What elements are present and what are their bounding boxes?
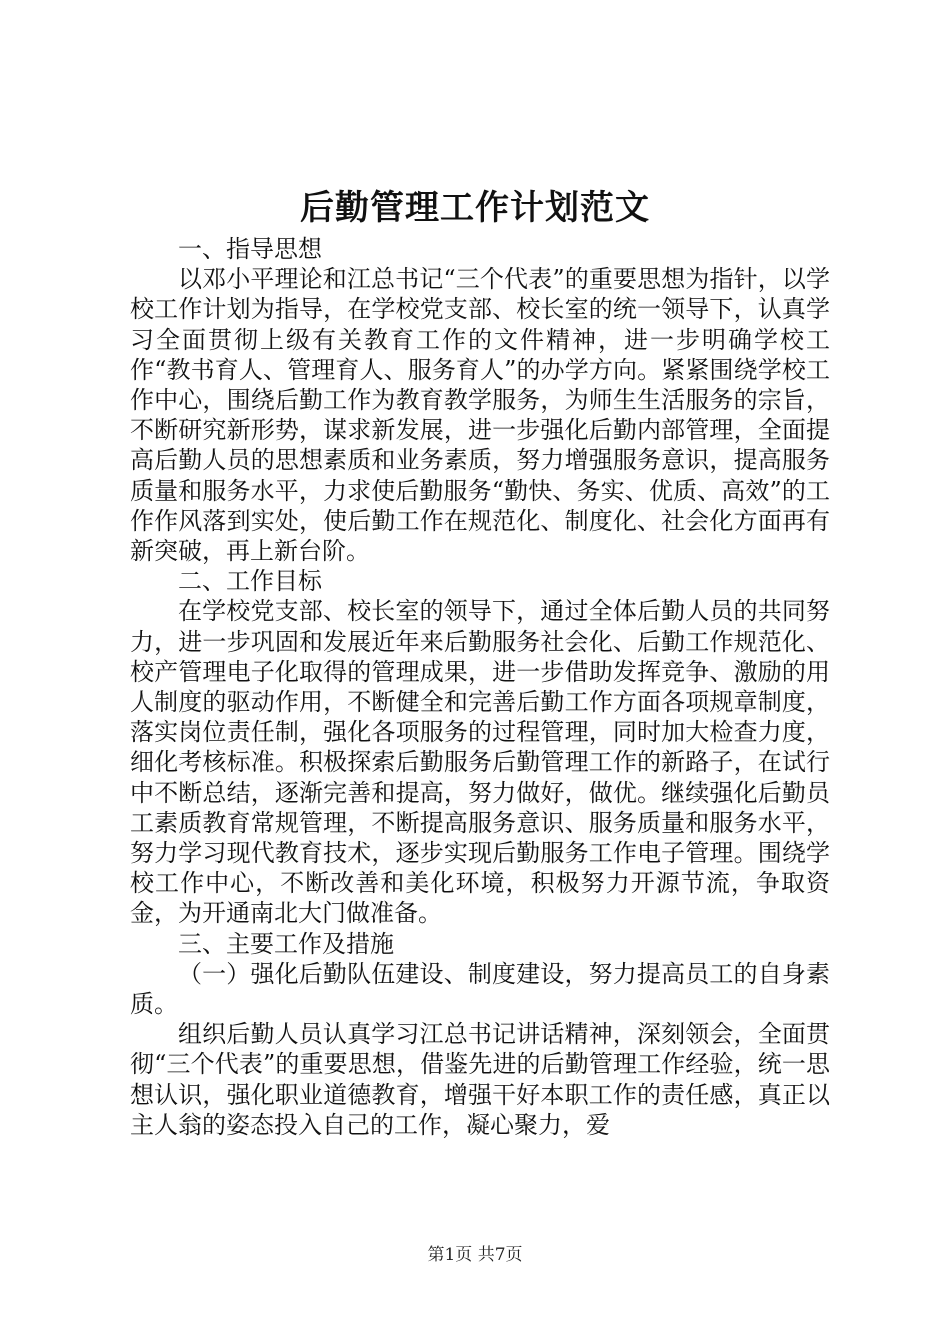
paragraph-team-building: 组织后勤人员认真学习江总书记讲话精神，深刻领会，全面贯彻“三个代表”的重要思想，借鉴先进的后勤管理工作经验，统一思想认识，强化职业道德教育，增强干好本职工作的责任感，真正以主人翁的姿态投入自己的工作，凝心聚力，爱	[130, 1020, 830, 1139]
section-heading-main-work: 三、主要工作及措施	[178, 929, 394, 958]
section-heading-work-goals: 二、工作目标	[178, 567, 322, 596]
page-number-footer: 第1页 共7页	[427, 1245, 523, 1265]
paragraph-work-goals: 在学校党支部、校长室的领导下，通过全体后勤人员的共同努力，进一步巩固和发展近年来后勤服务社会化、后勤工作规范化、校产管理电子化取得的管理成果，进一步借助发挥竞争、激励的用人制度的驱动作用，不断健全和完善后勤工作方面各项规章制度，落实岗位责任制，强化各项服务的过程管理，同时加大检查力度，细化考核标准。积极探索后勤服务后勤管理工作的新路子，在试行中不断总结，逐渐完善和提高，努力做好，做优。继续强化后勤员工素质教育常规管理，不断提高服务意识、服务质量和服务水平，努力学习现代教育技术，逐步实现后勤服务工作电子管理。围绕学校工作中心，不断改善和美化环境，积极努力开源节流，争取资金，为开通南北大门做准备。	[130, 597, 830, 928]
subsection-heading-team-building: （一）强化后勤队伍建设、制度建设，努力提高员工的自身素质。	[130, 959, 830, 1019]
paragraph-guiding-ideology: 以邓小平理论和江总书记“三个代表”的重要思想为指针，以学校工作计划为指导，在学校党支部、校长室的统一领导下，认真学习全面贯彻上级有关教育工作的文件精神，进一步明确学校工作“教书育人、管理育人、服务育人”的办学方向。紧紧围绕学校工作中心，围绕后勤工作为教育教学服务，为师生生活服务的宗旨，不断研究新形势，谋求新发展，进一步强化后勤内部管理，全面提高后勤人员的思想素质和业务素质，努力增强服务意识，提高服务质量和服务水平，力求使后勤服务“勤快、务实、优质、高效”的工作作风落到实处，使后勤工作在规范化、制度化、社会化方面再有新突破，再上新台阶。	[130, 265, 830, 566]
section-heading-guiding-ideology: 一、指导思想	[178, 235, 322, 263]
document-body	[130, 234, 830, 1140]
document-title: 后勤管理工作计划范文	[300, 188, 650, 228]
